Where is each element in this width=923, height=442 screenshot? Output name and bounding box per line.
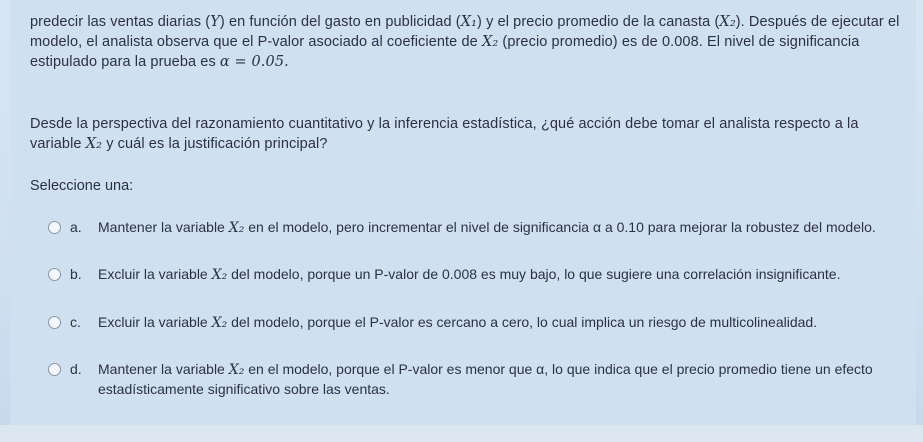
question-card bbox=[10, 0, 916, 425]
text-segment: Excluir la variable bbox=[98, 314, 212, 330]
option-letter: d. bbox=[70, 361, 82, 377]
option-letter: b. bbox=[70, 266, 82, 282]
text-segment: ) en función del gasto en publicidad ( bbox=[219, 14, 461, 30]
select-one-label: Seleccione una: bbox=[30, 178, 134, 194]
question-text-context bbox=[30, 12, 920, 72]
question-text-prompt bbox=[30, 114, 890, 154]
math-x2: X₂ bbox=[228, 362, 245, 378]
math-x2: X₂ bbox=[85, 136, 103, 152]
math-x2: X₂ bbox=[228, 220, 245, 236]
text-segment: del modelo, porque el P-valor es cercano a cero, lo cual implica un riesgo de multicolinealidad. bbox=[227, 314, 818, 330]
text-segment: (precio promedio) es de 0.008. El nivel de significancia estipulado para la prueba es bbox=[30, 34, 860, 70]
text-segment: y cuál es la justificación principal? bbox=[102, 136, 328, 152]
page-bottom-strip bbox=[0, 425, 923, 442]
math-x2: X₂ bbox=[719, 14, 736, 30]
math-x1: X₁ bbox=[460, 14, 478, 30]
option-text[interactable] bbox=[98, 313, 888, 333]
text-segment: Mantener la variable bbox=[98, 219, 229, 235]
text-segment: en el modelo, pero incrementar el nivel de significancia α a 0.10 para mejorar la robustez del modelo. bbox=[244, 219, 876, 235]
math-y: Y bbox=[210, 14, 220, 30]
math-alpha: α = 0.05. bbox=[219, 54, 289, 70]
text-segment: Excluir la variable bbox=[98, 266, 212, 282]
option-text[interactable] bbox=[98, 360, 888, 399]
radio-button[interactable] bbox=[48, 221, 61, 234]
text-segment: en el modelo, porque el P-valor es menor que α, lo que indica que el precio promedio tiene un efecto estadísticamente significativo sobre las ventas. bbox=[98, 361, 873, 397]
text-segment: Mantener la variable bbox=[98, 361, 229, 377]
radio-button[interactable] bbox=[48, 268, 61, 281]
math-x2: X₂ bbox=[211, 315, 228, 331]
text-segment: predecir las ventas diarias ( bbox=[30, 14, 211, 30]
radio-button[interactable] bbox=[48, 316, 61, 329]
text-segment: del modelo, porque un P-valor de 0.008 es muy bajo, lo que sugiere una correlación insignificante. bbox=[227, 266, 841, 282]
math-x2: X₂ bbox=[211, 267, 228, 283]
math-x2: X₂ bbox=[481, 34, 499, 50]
text-segment: ). Después de ejecutar el modelo, el analista observa que el P-valor asociado al coeficiente de bbox=[30, 14, 900, 50]
option-text[interactable] bbox=[98, 218, 888, 238]
text-segment: ) y el precio promedio de la canasta ( bbox=[477, 14, 720, 30]
text-segment: Desde la perspectiva del razonamiento cuantitativo y la inferencia estadística, ¿qué acción debe tomar el analista respecto a la variable bbox=[30, 116, 859, 152]
option-text[interactable] bbox=[98, 265, 888, 285]
option-letter: a. bbox=[70, 219, 82, 235]
radio-button[interactable] bbox=[48, 363, 61, 376]
option-letter: c. bbox=[70, 314, 81, 330]
